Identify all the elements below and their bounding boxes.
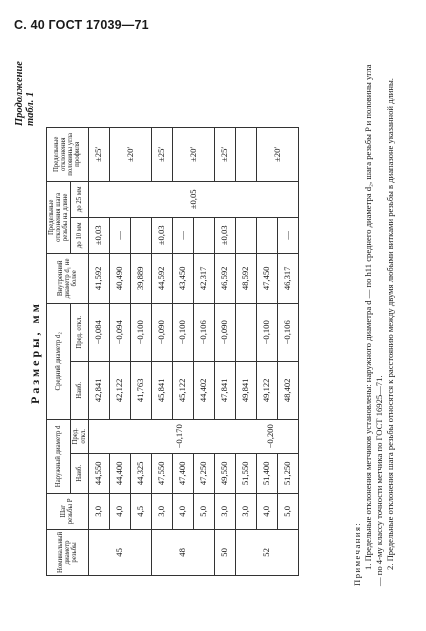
col-to-25: до 25 мм <box>71 181 88 217</box>
cell-p10: ±0,03 <box>151 217 172 253</box>
cell-outer: 47,550 <box>151 453 172 493</box>
cell-pitch: 5,0 <box>193 493 214 529</box>
cell-outer-dev-48: −0,170 <box>174 424 185 449</box>
note-1: 1. Предельные отклонения метчиков установлены: наружного диаметра d — по h11 среднего диаметра d₂, шага резьбы P и половины угла — по 4-му классу точности метчика по ГОСТ 16925—71. <box>363 64 384 586</box>
col-outer-dev: Пред. откл. <box>71 419 88 453</box>
col-up-to-10: до 10 мм <box>71 217 88 253</box>
cell-angle: ±25′ <box>151 127 172 181</box>
col-pitch: Шаг резьбы P <box>47 493 89 529</box>
cell-angle: ±25′ <box>88 127 109 181</box>
cell-outer: 49,550 <box>214 453 235 493</box>
cell-outer-dev-52: −0,200 <box>265 424 276 449</box>
cell-inner: 43,450 <box>172 253 193 303</box>
cell-mid-dev: −0,106 <box>277 303 298 361</box>
col-nominal: Номинальный диаметр резьбы <box>47 529 89 575</box>
table-row <box>88 127 109 575</box>
cell-inner: 42,317 <box>193 253 214 303</box>
cell-inner: 46,317 <box>277 253 298 303</box>
cell-mid-dev: −0,084 <box>88 303 109 361</box>
cell-mid: 41,763 <box>130 361 151 419</box>
col-middle-dev: Пред. откл. <box>71 303 88 361</box>
col-half-angle: Предельные отклонения половины угла профиля <box>47 127 89 181</box>
cell-angle: ±25′ <box>214 127 235 181</box>
cell-p10: ±0,03 <box>214 217 235 253</box>
col-pitch-dev: Предельные отклонения шага резьбы на длине <box>47 181 71 253</box>
cell-mid-dev: −0,106 <box>193 303 214 361</box>
rotated-table-block <box>10 44 410 604</box>
cell-outer: 44,400 <box>109 453 130 493</box>
cell-outer: 47,250 <box>193 453 214 493</box>
cell-mid: 49,122 <box>256 361 277 419</box>
col-outer: Наружный диаметр d <box>47 419 71 493</box>
cell-angle: ±20′ <box>109 127 151 181</box>
note-2: 2. Предельные отклонения шага резьбы относятся к расстоянию между двумя любыми витками резьбы в диапазоне указанной длины. <box>385 78 395 570</box>
cell-mid: 45,841 <box>151 361 172 419</box>
col-outer-min: Наиб. <box>71 453 88 493</box>
cell-mid: 47,841 <box>214 361 235 419</box>
cell-pitch: 4,5 <box>130 493 151 529</box>
cell-p10 <box>256 217 277 253</box>
cell-inner: 39,889 <box>130 253 151 303</box>
cell-mid-dev: −0,100 <box>172 303 193 361</box>
cell-mid: 42,122 <box>109 361 130 419</box>
cell-inner: 41,592 <box>88 253 109 303</box>
cell-mid-dev: −0,100 <box>256 303 277 361</box>
cell-pitch: 4,0 <box>256 493 277 529</box>
cell-mid-dev: −0,090 <box>151 303 172 361</box>
cell-inner: 47,450 <box>256 253 277 303</box>
cell-mid: 44,402 <box>193 361 214 419</box>
notes-block <box>352 56 396 586</box>
cell-pitch: 3,0 <box>235 493 256 529</box>
cell-mid: 48,402 <box>277 361 298 419</box>
cell-outer: 44,325 <box>130 453 151 493</box>
page-header: С. 40 ГОСТ 17039—71 <box>14 18 149 32</box>
cell-inner: 48,592 <box>235 253 256 303</box>
notes-heading: Примечания: <box>352 521 362 586</box>
cell-mid: 42,841 <box>88 361 109 419</box>
cell-inner: 44,592 <box>151 253 172 303</box>
cell-nominal: 52 <box>235 529 298 575</box>
cell-outer: 51,250 <box>277 453 298 493</box>
dimensions-table <box>46 127 299 576</box>
cell-inner: 40,490 <box>109 253 130 303</box>
cell-nominal: 45 <box>88 529 151 575</box>
cell-p25: ±0,05 <box>88 181 298 217</box>
cell-outer: 51,400 <box>256 453 277 493</box>
cell-nominal: 48 <box>151 529 214 575</box>
cell-angle: ±20′ <box>172 127 214 181</box>
cell-pitch: 3,0 <box>151 493 172 529</box>
cell-outer-dev <box>88 419 298 453</box>
table-title: Размеры, мм <box>28 301 42 404</box>
cell-outer: 44,550 <box>88 453 109 493</box>
cell-angle <box>235 127 256 181</box>
cell-pitch: 3,0 <box>88 493 109 529</box>
cell-p10 <box>193 217 214 253</box>
cell-p10 <box>130 217 151 253</box>
cell-p10 <box>235 217 256 253</box>
cell-outer: 51,550 <box>235 453 256 493</box>
cell-p10: — <box>172 217 193 253</box>
cell-inner: 46,592 <box>214 253 235 303</box>
continuation-label: Продолжение табл. 1 <box>14 61 36 126</box>
cell-pitch: 4,0 <box>172 493 193 529</box>
cell-pitch: 3,0 <box>214 493 235 529</box>
cell-nominal: 50 <box>214 529 235 575</box>
cell-mid: 45,122 <box>172 361 193 419</box>
cell-pitch: 4,0 <box>109 493 130 529</box>
cell-mid: 49,841 <box>235 361 256 419</box>
cell-mid-dev: −0,094 <box>109 303 130 361</box>
cell-p10: — <box>277 217 298 253</box>
cell-mid-dev: −0,100 <box>130 303 151 361</box>
cell-mid-dev: −0,090 <box>214 303 235 361</box>
col-inner: Внутренний диаметр d₁ не более <box>47 253 89 303</box>
col-middle-max: Наиб. <box>71 361 88 419</box>
cell-outer: 47,400 <box>172 453 193 493</box>
cell-angle: ±20′ <box>256 127 298 181</box>
col-middle: Средний диаметр d₂ <box>47 303 71 419</box>
cell-p10: ±0,03 <box>88 217 109 253</box>
cell-mid-dev <box>235 303 256 361</box>
cell-p10: — <box>109 217 130 253</box>
cell-pitch: 5,0 <box>277 493 298 529</box>
